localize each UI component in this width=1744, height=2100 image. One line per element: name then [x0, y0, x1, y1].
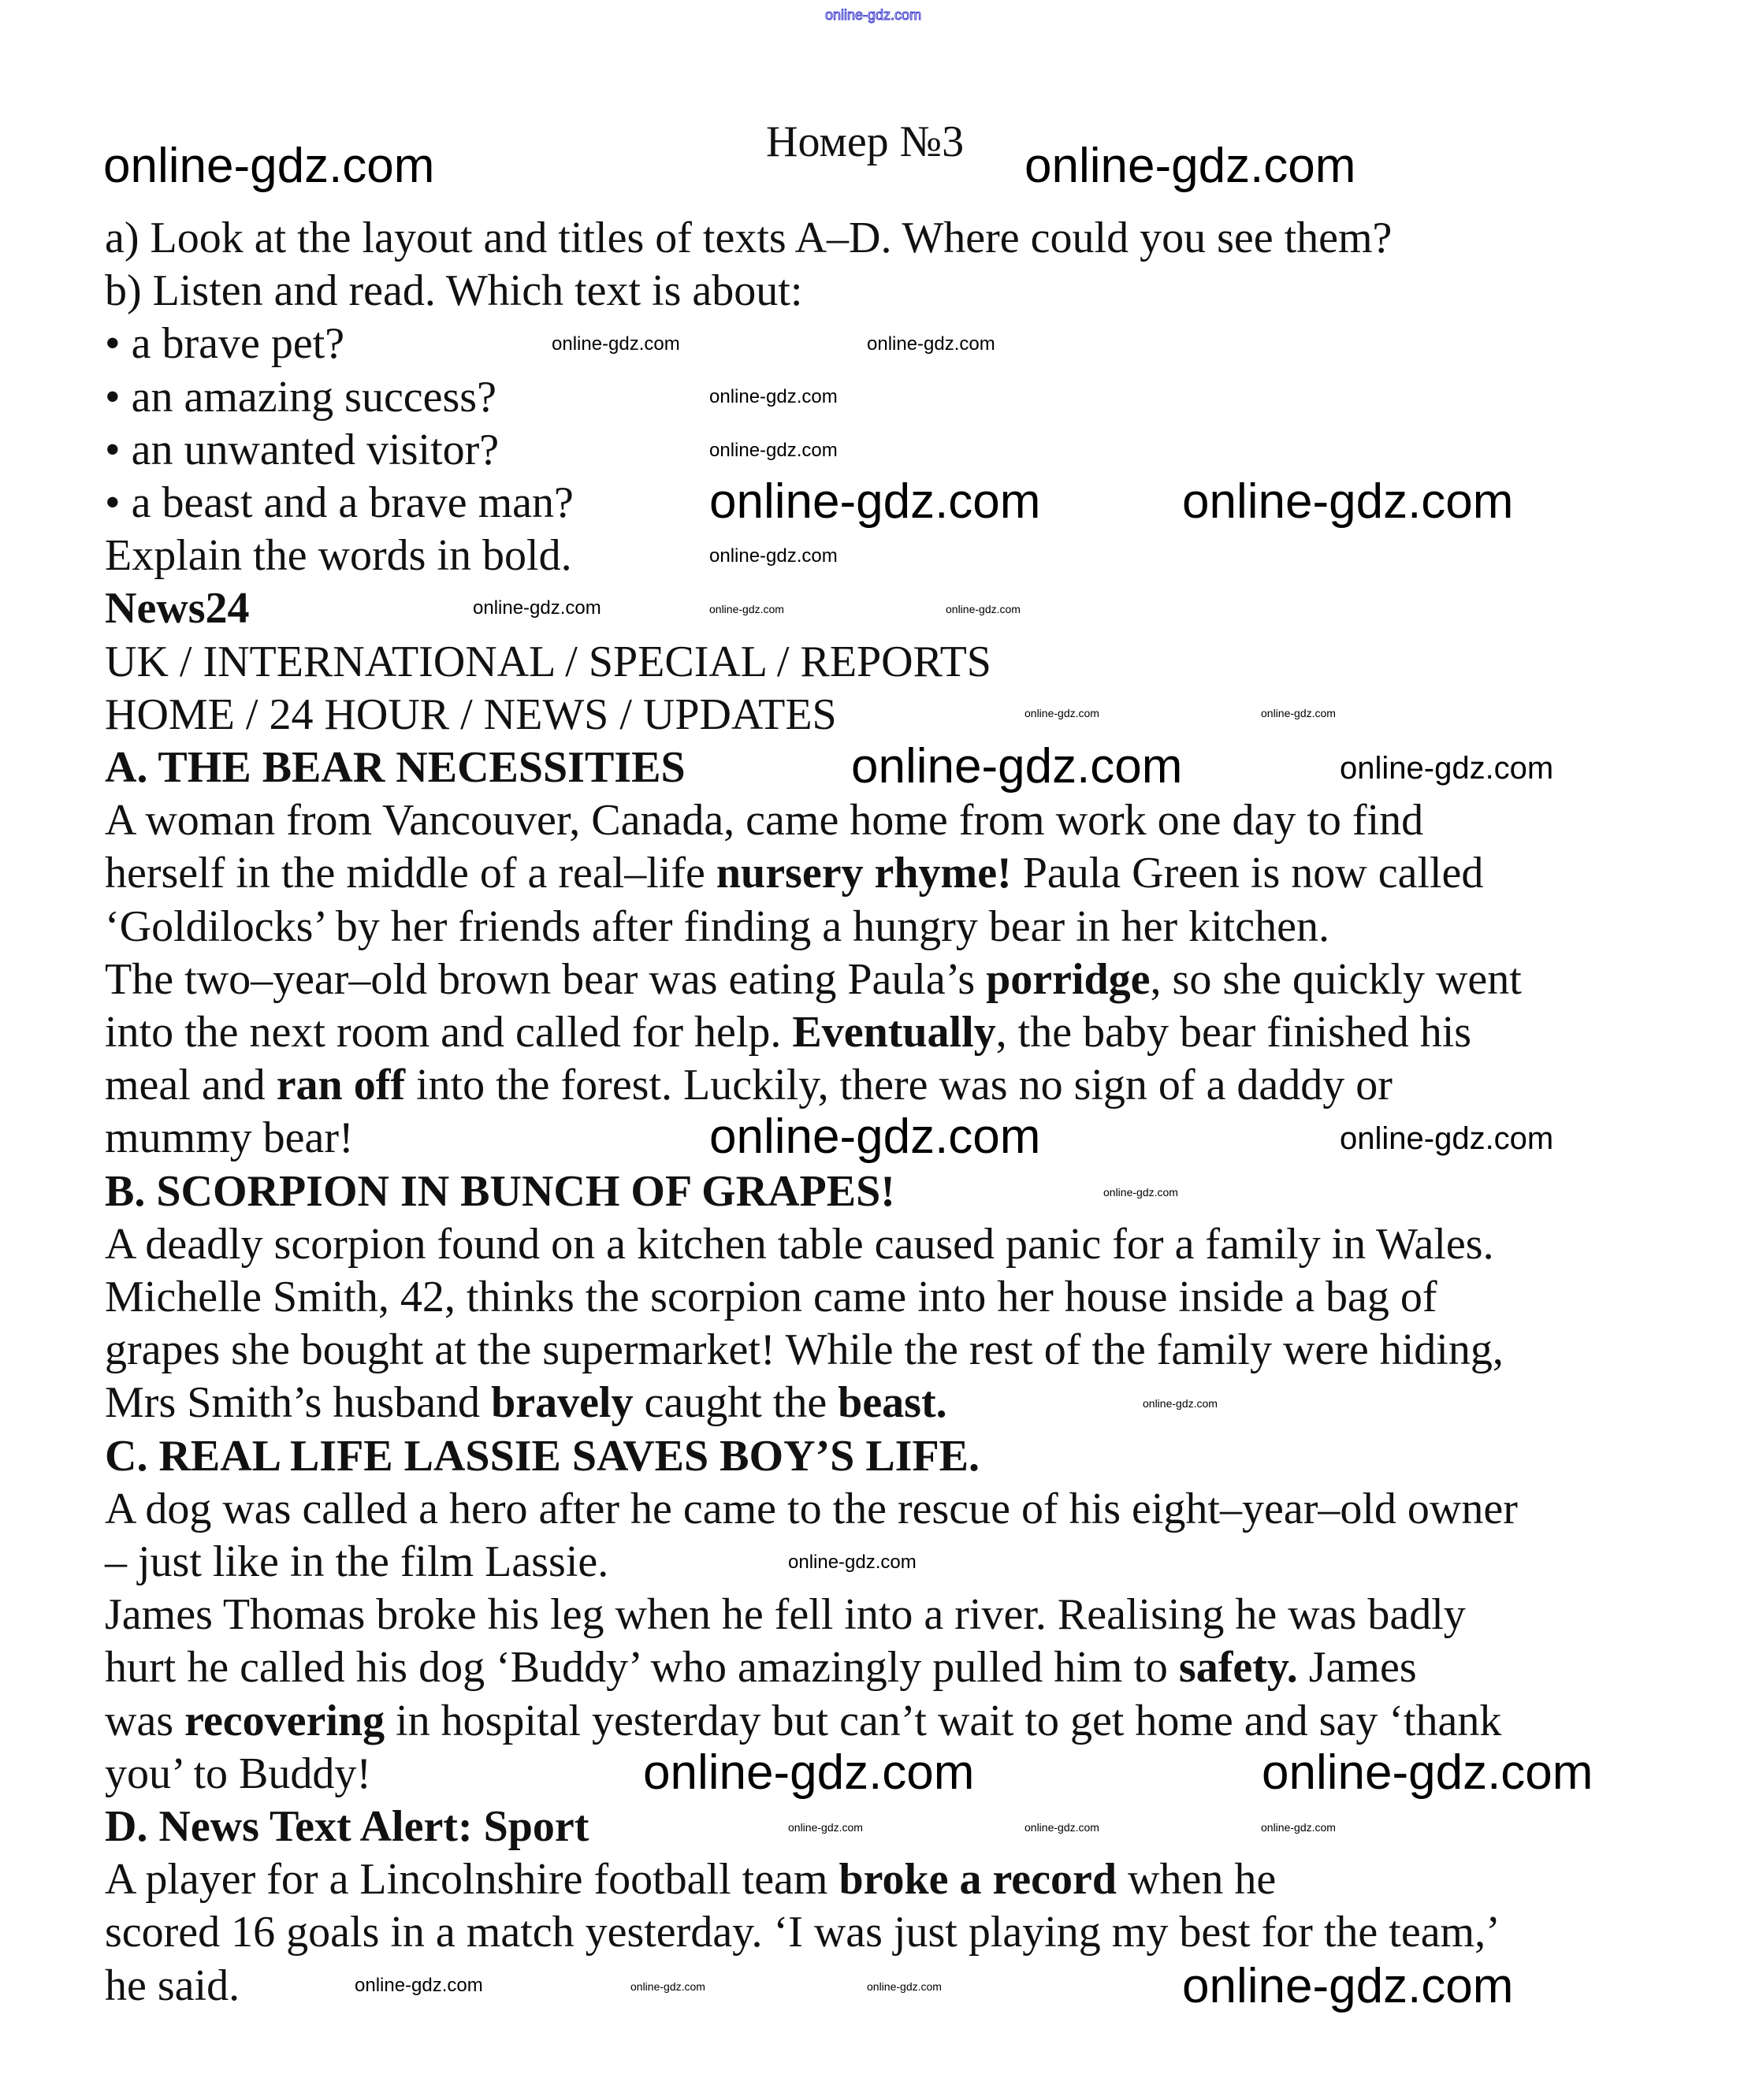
text-span: , the baby bear finished his [995, 1008, 1472, 1057]
watermark-text: online-gdz.com [851, 739, 1183, 794]
text-line [105, 637, 991, 689]
text-line [105, 848, 1483, 901]
watermark-text: online-gdz.com [1143, 1397, 1218, 1410]
text-line [105, 1219, 1494, 1272]
text-line [105, 1961, 240, 2013]
watermark-text: online-gdz.com [709, 1109, 1041, 1164]
watermark-text: online-gdz.com [630, 1980, 705, 1993]
text-line [105, 213, 1392, 266]
text-span: when he [1117, 1855, 1277, 1905]
watermark-text: online-gdz.com [1182, 474, 1514, 529]
text-line [105, 1272, 1437, 1325]
watermark-text: online-gdz.com [1340, 1121, 1554, 1156]
watermark-text: online-gdz.com [1182, 1959, 1514, 2013]
text-line [105, 901, 1329, 954]
text-span: A player for a Lincolnshire football team [105, 1855, 839, 1905]
text-line [105, 1749, 371, 1801]
watermark-text: online-gdz.com [1024, 1821, 1099, 1834]
text-span: Michelle Smith, 42, thinks the scorpion came into her house inside a bag of [105, 1273, 1437, 1321]
text-line [105, 1431, 980, 1484]
watermark-text: online-gdz.com [643, 1745, 975, 1800]
bold-term: recovering [184, 1696, 385, 1745]
text-span: James Thomas broke his leg when he fell into a river. Realising he was badly [105, 1590, 1466, 1640]
text-line [105, 1484, 1518, 1537]
text-span: caught the [633, 1378, 839, 1428]
text-line [105, 318, 344, 371]
text-span: HOME / 24 HOUR / NEWS / UPDATES [105, 689, 837, 739]
text-span: into the next room and called for help. [105, 1008, 793, 1057]
text-span: , so she quickly went [1150, 954, 1522, 1004]
page-title: Номер №3 [766, 117, 965, 166]
text-line [105, 1907, 1500, 1960]
text-line [105, 1113, 354, 1165]
watermark-text: online-gdz.com [867, 333, 995, 355]
watermark-text: online-gdz.com [355, 1975, 483, 1996]
text-span: • a brave pet? [105, 319, 345, 369]
text-line [105, 1060, 1393, 1113]
watermark-text: online-gdz.com [1261, 707, 1336, 719]
text-line [105, 425, 499, 478]
bold-term: D. News Text Alert: Sport [105, 1802, 589, 1851]
bold-term: News24 [105, 584, 250, 634]
bold-term: porridge [986, 954, 1151, 1004]
text-span: he said. [105, 1961, 240, 2010]
text-span: Explain the words in bold. [105, 531, 572, 581]
watermark-text: online-gdz.com [709, 603, 784, 615]
text-line [105, 583, 250, 636]
watermark-text: online-gdz.com [1340, 751, 1554, 786]
text-span: in hospital yesterday but can’t wait to get home and say ‘thank [385, 1696, 1502, 1745]
text-span: into the forest. Luckily, there was no sign of a daddy or [404, 1061, 1393, 1110]
text-span: – just like in the film Lassie. [105, 1537, 609, 1586]
watermark-text: online-gdz.com [1024, 707, 1099, 719]
text-span: • an unwanted visitor? [105, 425, 500, 474]
text-span: A woman from Vancouver, Canada, came home from work one day to find [105, 796, 1424, 846]
watermark-text: online-gdz.com [946, 603, 1021, 615]
text-span: grapes she bought at the supermarket! While the rest of the family were hiding, [105, 1325, 1504, 1375]
text-span: A dog was called a hero after he came to the rescue of his eight–year–old owner [105, 1484, 1518, 1533]
text-span: scored 16 goals in a match yesterday. ‘I was just playing my best for the team,’ [105, 1908, 1500, 1957]
text-line [105, 1537, 608, 1589]
watermark-text: online-gdz.com [473, 597, 601, 619]
watermark-text: online-gdz.com [788, 1821, 863, 1834]
bold-term: broke a record [839, 1855, 1117, 1905]
text-line [105, 530, 572, 583]
watermark-text: online-gdz.com [1262, 1745, 1593, 1800]
watermark-text: online-gdz.com [788, 1552, 917, 1573]
bold-term: nursery rhyme! [716, 849, 1012, 898]
text-line [105, 1696, 1501, 1749]
bold-term: C. REAL LIFE LASSIE SAVES BOY’S LIFE. [105, 1431, 980, 1481]
bold-term: B. SCORPION IN BUNCH OF GRAPES! [105, 1166, 895, 1216]
watermark-text: online-gdz.com [1261, 1821, 1336, 1834]
text-line [105, 266, 802, 318]
watermark-text: online-gdz.com [552, 333, 680, 355]
text-line [105, 742, 686, 795]
text-line [105, 689, 837, 742]
text-line [105, 372, 496, 425]
text-line [105, 478, 574, 530]
text-span: The two–year–old brown bear was eating Paula’s [105, 954, 987, 1004]
text-span: you’ to Buddy! [105, 1749, 372, 1798]
text-span: Mrs Smith’s husband [105, 1378, 492, 1428]
bold-term: A. THE BEAR NECESSITIES [105, 743, 686, 792]
text-line [105, 954, 1522, 1007]
text-span: UK / INTERNATIONAL / SPECIAL / REPORTS [105, 637, 991, 686]
text-span: b) Listen and read. Which text is about: [105, 266, 803, 316]
text-line [105, 1801, 589, 1854]
text-span: hurt he called his dog ‘Buddy’ who amazingly pulled him to [105, 1643, 1179, 1693]
text-line [105, 1642, 1417, 1695]
text-span: mummy bear! [105, 1113, 354, 1163]
bold-term: beast. [838, 1378, 947, 1428]
text-line [105, 795, 1423, 848]
text-span: ‘Goldilocks’ by her friends after finding a hungry bear in her kitchen. [105, 901, 1329, 951]
watermark-text: online-gdz.com [709, 474, 1041, 529]
watermark-text: online-gdz.com [867, 1980, 942, 1993]
text-line [105, 1854, 1276, 1907]
text-span: A deadly scorpion found on a kitchen table caused panic for a family in Wales. [105, 1219, 1494, 1269]
watermark-text: online-gdz.com [709, 386, 838, 407]
text-line [105, 1325, 1504, 1377]
watermark-text: online-gdz.com [1024, 139, 1356, 193]
bold-term: Eventually [792, 1008, 996, 1057]
watermark-text: online-gdz.com [1103, 1186, 1178, 1199]
text-span: • an amazing success? [105, 372, 496, 422]
text-span: was [105, 1696, 185, 1745]
text-span: meal and [105, 1061, 277, 1110]
bold-term: ran off [276, 1061, 405, 1110]
watermark-text: online-gdz.com [103, 139, 435, 193]
text-span: • a beast and a brave man? [105, 478, 574, 527]
text-span: Paula Green is now called [1011, 849, 1484, 898]
text-line [105, 1589, 1466, 1642]
watermark-text: online-gdz.com [709, 545, 838, 567]
text-line [105, 1377, 947, 1430]
text-span: James [1297, 1643, 1417, 1693]
text-line [105, 1166, 895, 1219]
text-line [105, 1007, 1471, 1060]
watermark-text: online-gdz.com [709, 440, 838, 461]
watermark-text: online-gdz.com [825, 7, 922, 23]
text-span: herself in the middle of a real–life [105, 849, 716, 898]
bold-term: safety. [1178, 1643, 1298, 1693]
bold-term: bravely [491, 1378, 634, 1428]
text-span: a) Look at the layout and titles of texts A–D. Where could you see them? [105, 214, 1393, 262]
